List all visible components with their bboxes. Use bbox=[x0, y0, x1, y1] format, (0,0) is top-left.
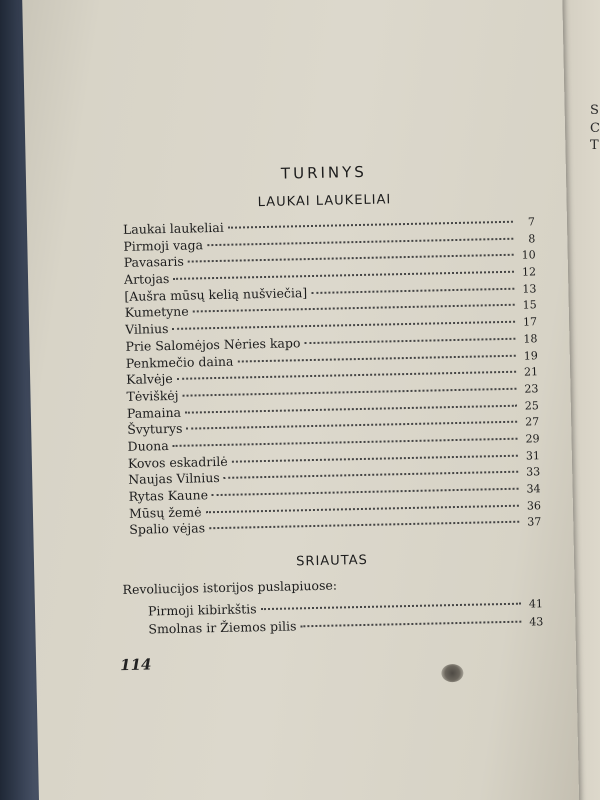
toc-entry-page: 41 bbox=[528, 597, 544, 611]
toc-entry-title: Kovos eskadrilė bbox=[127, 453, 228, 471]
dot-leader bbox=[228, 221, 513, 229]
toc-entry-page: 36 bbox=[526, 498, 542, 513]
toc-entry-title: Naujas Vilnius bbox=[128, 470, 220, 488]
book-page bbox=[22, 0, 579, 800]
dot-leader bbox=[193, 304, 515, 313]
dot-leader bbox=[183, 388, 517, 397]
toc-entry-title: Penkmečio daina bbox=[125, 353, 234, 371]
toc-entry-page: 12 bbox=[521, 265, 537, 279]
toc-entry-page: 8 bbox=[528, 231, 536, 246]
table-of-contents bbox=[114, 159, 544, 639]
toc-entry-page: 21 bbox=[523, 365, 539, 379]
toc-entry-page: 18 bbox=[523, 332, 538, 346]
toc-entry-title: Pavasaris bbox=[123, 254, 184, 271]
toc-entry-page: 31 bbox=[525, 448, 540, 463]
toc-entry-page: 10 bbox=[521, 248, 536, 262]
toc-entry-page: 37 bbox=[527, 515, 542, 529]
toc-entry-page: 27 bbox=[525, 415, 540, 429]
dot-leader bbox=[186, 421, 517, 430]
toc-entry-page: 19 bbox=[523, 348, 538, 363]
dot-leader bbox=[177, 371, 516, 380]
dot-leader bbox=[207, 237, 513, 245]
toc-entry-page: 7 bbox=[527, 215, 536, 229]
toc-entry-title: Duona bbox=[127, 437, 169, 454]
next-page-letter: C bbox=[590, 121, 600, 136]
dot-leader bbox=[311, 288, 514, 294]
toc-entry-page: 23 bbox=[524, 382, 539, 396]
dot-leader bbox=[188, 254, 514, 263]
toc-entry-title: Smolnas ir Žiemos pilis bbox=[148, 618, 297, 637]
toc-entry-page: 15 bbox=[522, 298, 537, 313]
toc-entry-title: Mūsų žemė bbox=[128, 504, 202, 521]
dot-leader bbox=[304, 338, 515, 344]
next-page-letter: T bbox=[590, 138, 599, 153]
toc-list-sriautas bbox=[123, 594, 544, 639]
dot-leader bbox=[185, 404, 517, 413]
toc-entry-page: 17 bbox=[522, 315, 538, 329]
toc-entry-title: Švyturys bbox=[127, 420, 183, 438]
toc-entry-title: Artojas bbox=[123, 271, 170, 287]
toc-entry-page: 33 bbox=[526, 465, 541, 479]
toc-entry-title: Spalio vėjas bbox=[129, 520, 206, 538]
toc-entry-title: Pamaina bbox=[126, 404, 182, 421]
toc-entry-title: [Aušra mūsų kelią nušviečia] bbox=[124, 284, 308, 304]
dot-leader bbox=[224, 471, 518, 479]
dot-leader bbox=[212, 488, 519, 496]
toc-entry-title: Prie Salomėjos Nėries kapo bbox=[125, 335, 301, 354]
section-intro: Revoliucijos istorijos puslapiuose: bbox=[122, 577, 338, 598]
toc-entry-title: Pirmoji kibirkštis bbox=[147, 601, 257, 619]
dot-leader bbox=[172, 321, 515, 330]
dot-leader bbox=[237, 354, 515, 362]
toc-entry-title: Rytas Kaune bbox=[128, 487, 209, 504]
dot-leader bbox=[173, 438, 518, 447]
page-title: TURINYS bbox=[280, 162, 368, 183]
paper-stain bbox=[441, 664, 463, 682]
toc-entry-page: 34 bbox=[526, 482, 541, 496]
toc-entry-page: 43 bbox=[529, 615, 544, 629]
section-title-sriautas: SRIAUTAS bbox=[296, 552, 368, 570]
next-page-letter: S bbox=[590, 103, 599, 118]
page-number: 114 bbox=[119, 655, 152, 675]
toc-entry-page: 25 bbox=[524, 398, 539, 413]
dot-leader bbox=[300, 621, 521, 628]
dot-leader bbox=[232, 454, 518, 462]
toc-entry-title: Vilnius bbox=[124, 321, 169, 338]
toc-entry-page: 29 bbox=[525, 432, 540, 446]
dot-leader bbox=[209, 521, 519, 529]
toc-entry-page: 13 bbox=[522, 282, 537, 296]
toc-entry-title: Pirmoji vaga bbox=[123, 236, 204, 254]
section-title-laukai: LAUKAI LAUKELIAI bbox=[257, 192, 392, 211]
dot-leader bbox=[205, 504, 518, 513]
toc-entry-title: Laukai laukeliai bbox=[122, 219, 224, 237]
dot-leader bbox=[261, 603, 521, 610]
toc-entry-title: Kalvėje bbox=[126, 371, 173, 388]
dot-leader bbox=[173, 271, 514, 280]
toc-list-laukai bbox=[115, 213, 542, 539]
toc-entry-title: Kumetyne bbox=[124, 304, 189, 321]
toc-entry-title: Tėviškėj bbox=[126, 387, 179, 404]
